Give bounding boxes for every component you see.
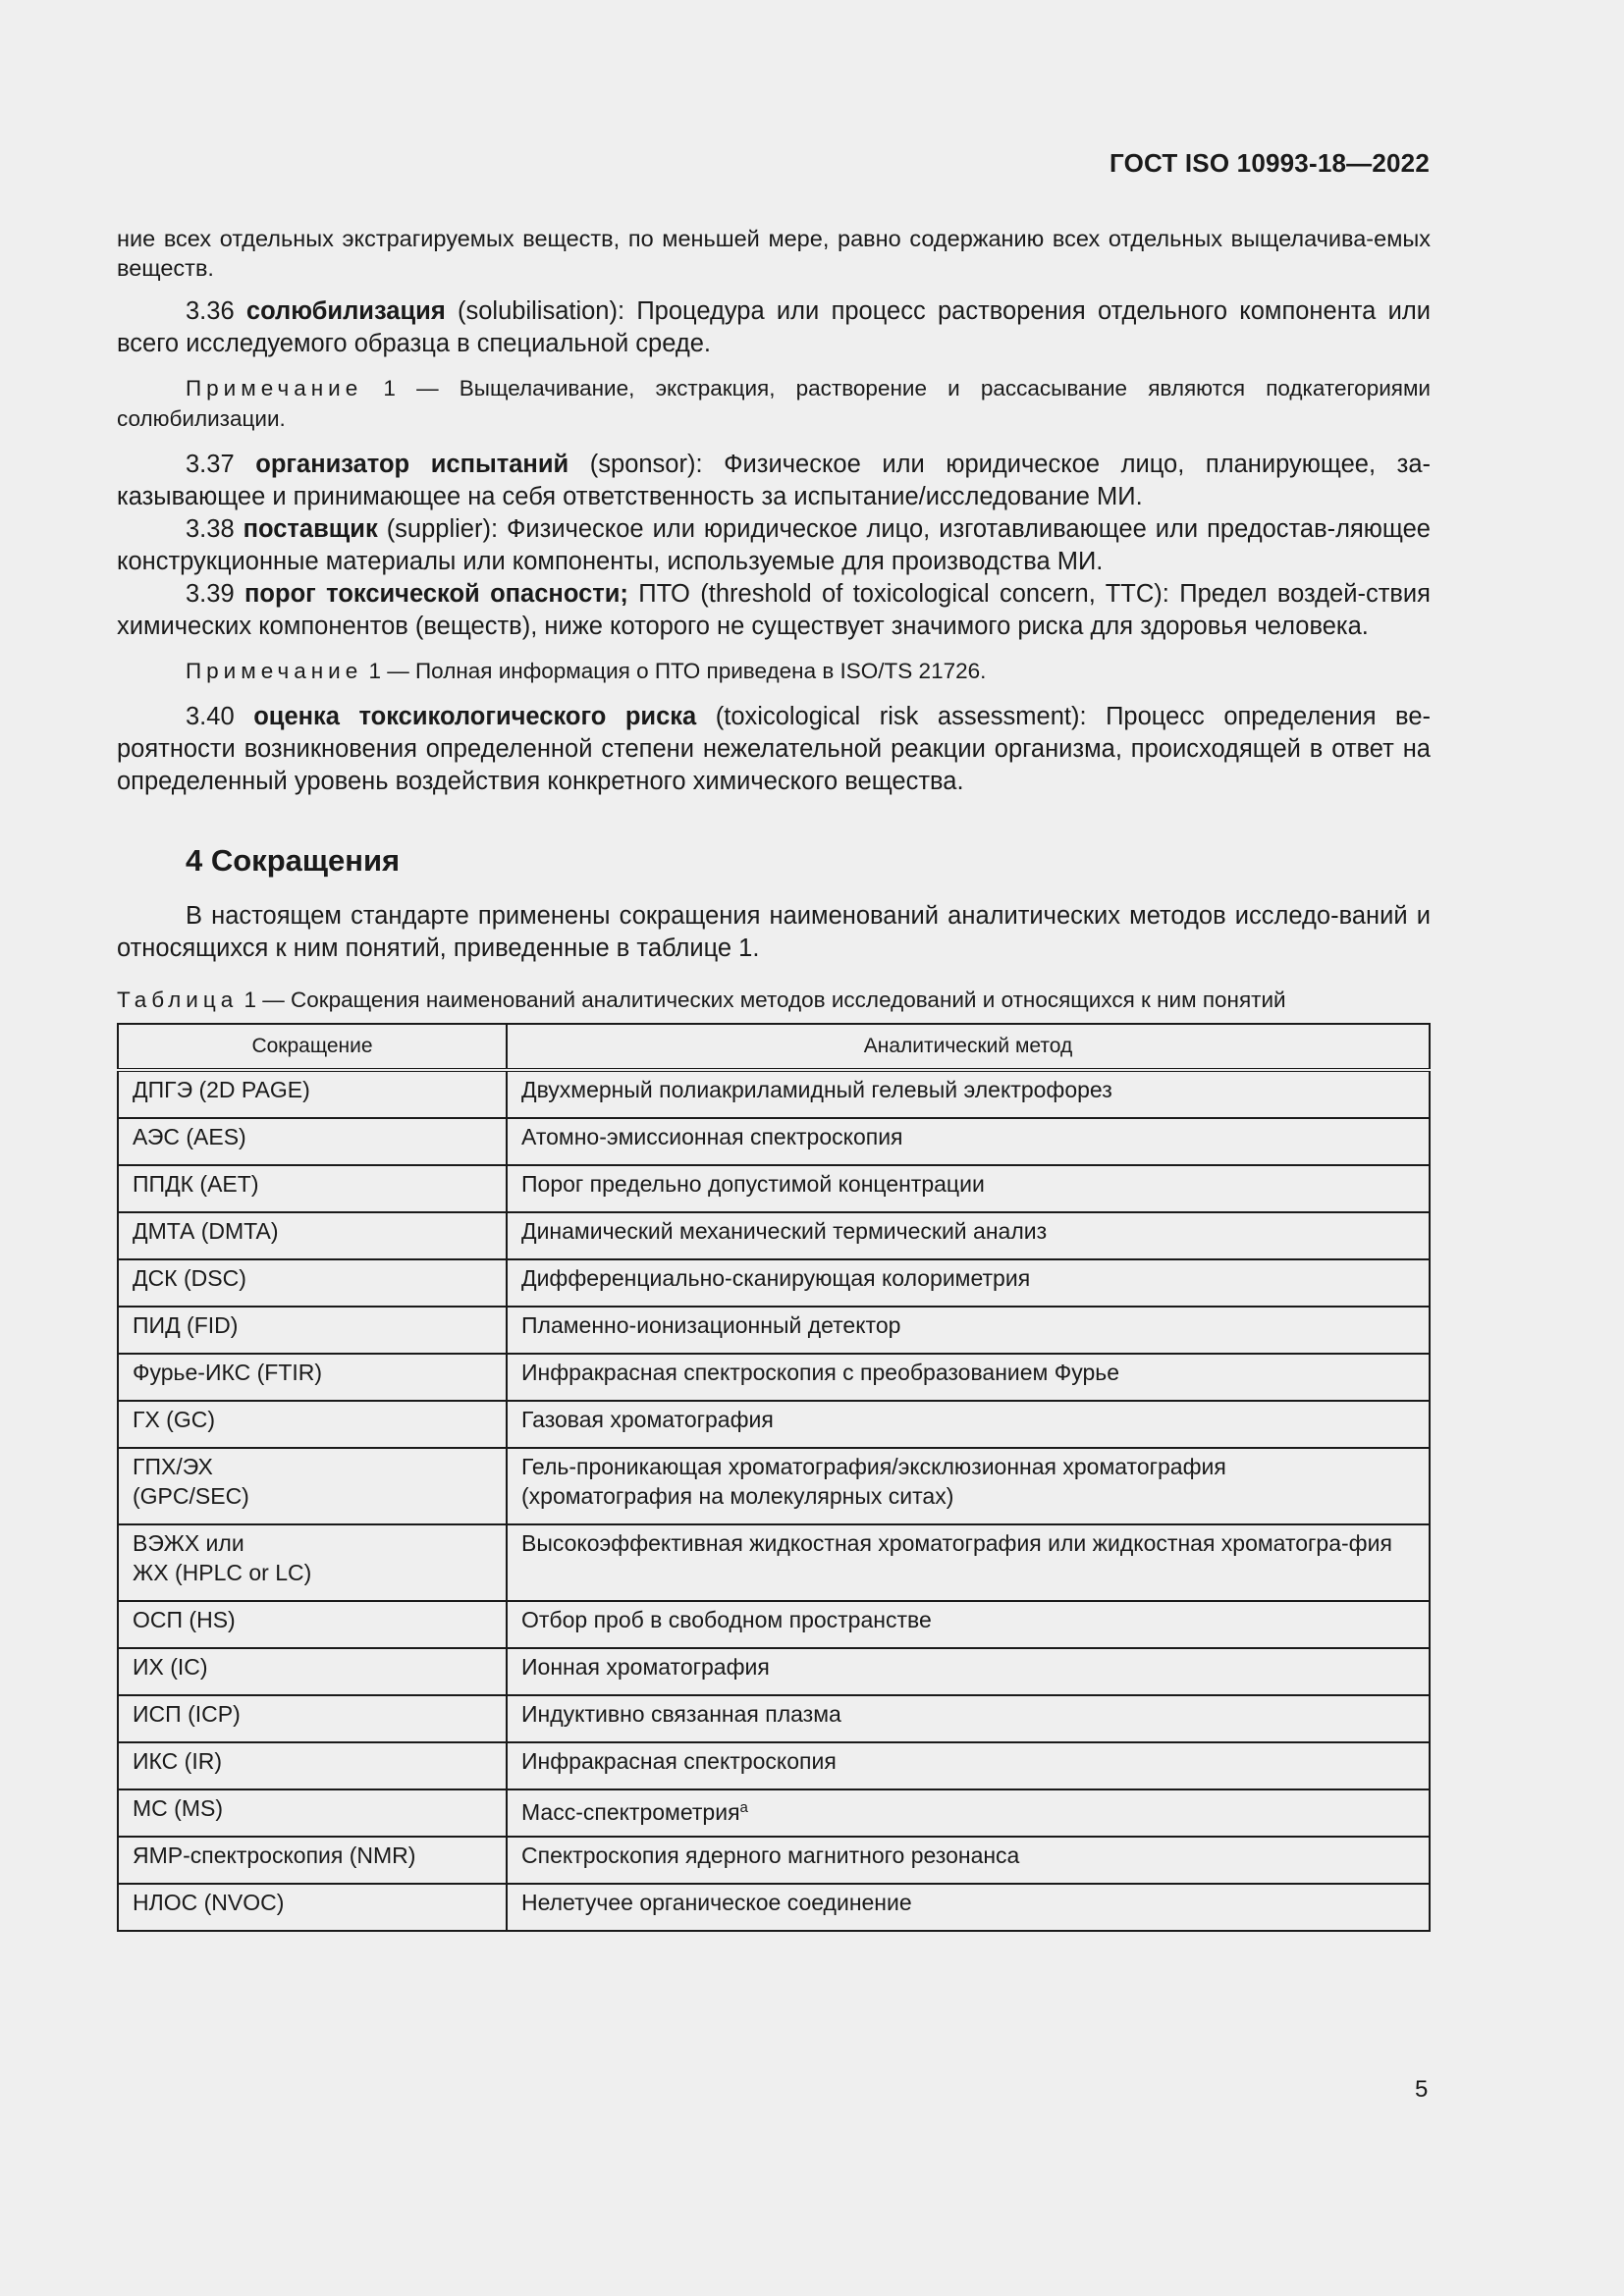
term-3-38: 3.38 поставщик (supplier): Физическое или юридическое лицо, изготавливающее или предостав-ляющее конструкционные материалы или компоненты, используемые для производства МИ. [117,515,1431,575]
table-row [118,1884,1430,1931]
table-row [118,1354,1430,1401]
abbreviation-cell: ИКС (IR) [118,1742,507,1789]
table-row [118,1165,1430,1212]
abbreviation-cell: НЛОС (NVOC) [118,1884,507,1931]
term-3-36: 3.36 солюбилизация (solubilisation): Процедура или процесс растворения отдельного компонента или всего исследуемого образца в специальной среде. [117,297,1431,357]
abbreviation-cell: ИСП (ICP) [118,1695,507,1742]
method-cell: Гель-проникающая хроматография/эксклюзионная хроматография (хроматография на молекулярных ситах) [507,1448,1430,1524]
column-header-abbreviation: Сокращение [118,1024,507,1070]
term-3-37: 3.37 организатор испытаний (sponsor): Физическое или юридическое лицо, планирующее, за-казывающее и принимающее на себя ответственность за испытание/исследование МИ. [117,451,1431,510]
continuation-paragraph: ние всех отдельных экстрагируемых веществ, по меньшей мере, равно содержанию всех отдельных выщелачива-емых веществ. [117,226,1431,281]
method-cell: Дифференциально-сканирующая колориметрия [507,1259,1430,1307]
section-intro: В настоящем стандарте применены сокращения наименований аналитических методов исследо-ваний и относящихся к ним понятий, приведенные в таблице 1. [117,902,1431,962]
table-row [118,1695,1430,1742]
method-cell: Масс-спектрометрия$^a$ [507,1789,1430,1837]
term-3-39: 3.39 порог токсической опасности; ПТО (threshold of toxicological concern, TTC): Предел воздей-ствия химических компонентов (веществ), ниже которого не существует значимого риска для здоровья человека. [117,580,1431,640]
table-row [118,1259,1430,1307]
abbreviation-cell: ДСК (DSC) [118,1259,507,1307]
abbreviation-cell: ГХ (GC) [118,1401,507,1448]
method-cell: Пламенно-ионизационный детектор [507,1307,1430,1354]
abbreviation-cell: ДМТА (DMTA) [118,1212,507,1259]
method-cell: Отбор проб в свободном пространстве [507,1601,1430,1648]
method-cell: Динамический механический термический анализ [507,1212,1430,1259]
method-cell: Инфракрасная спектроскопия [507,1742,1430,1789]
abbreviation-cell: ОСП (HS) [118,1601,507,1648]
table-row [118,1601,1430,1648]
note-tto: Примечание 1 — Полная информация о ПТО приведена в ISO/TS 21726. [186,659,987,683]
abbreviation-cell: ГПХ/ЭХ (GPC/SEC) [118,1448,507,1524]
abbreviation-cell: ПИД (FID) [118,1307,507,1354]
abbreviations-table [117,1023,1431,1932]
note-solubilisation: Примечание 1 — Выщелачивание, экстракция, растворение и рассасывание являются подкатегориями солюбилизации. [117,376,1431,431]
method-cell: Газовая хроматография [507,1401,1430,1448]
abbreviation-cell: ДПГЭ (2D PAGE) [118,1070,507,1118]
method-cell: Высокоэффективная жидкостная хроматография или жидкостная хроматогра-фия [507,1524,1430,1601]
method-cell: Спектроскопия ядерного магнитного резонанса [507,1837,1430,1884]
table-row [118,1070,1430,1118]
method-cell: Индуктивно связанная плазма [507,1695,1430,1742]
table-row [118,1648,1430,1695]
method-cell: Нелетучее органическое соединение [507,1884,1430,1931]
table-row [118,1401,1430,1448]
document-body [117,224,1431,1932]
term-3-40: 3.40 оценка токсикологического риска (toxicological risk assessment): Процесс определения ве-роятности возникновения определенной степени нежелательной реакции организма, происходящей в ответ на определенный уровень воздействия конкретного химического вещества. [117,703,1431,795]
abbreviation-cell: Фурье-ИКС (FTIR) [118,1354,507,1401]
page-number: 5 [1415,2076,1429,2103]
method-cell: Инфракрасная спектроскопия с преобразованием Фурье [507,1354,1430,1401]
table-row [118,1307,1430,1354]
method-cell: Ионная хроматография [507,1648,1430,1695]
method-cell: Атомно-эмиссионная спектроскопия [507,1118,1430,1165]
document-header: ГОСТ ISO 10993-18—2022 [1110,148,1430,178]
method-cell: Порог предельно допустимой концентрации [507,1165,1430,1212]
table-row [118,1212,1430,1259]
table-row [118,1742,1430,1789]
abbreviation-cell: АЭС (AES) [118,1118,507,1165]
method-cell: Двухмерный полиакриламидный гелевый электрофорез [507,1070,1430,1118]
abbreviation-cell: МС (MS) [118,1789,507,1837]
abbreviation-cell: ИХ (IC) [118,1648,507,1695]
abbreviation-cell: ППДК (AET) [118,1165,507,1212]
table-row [118,1118,1430,1165]
column-header-method: Аналитический метод [507,1024,1430,1070]
footnote-mark: a [739,1799,748,1816]
section-heading: 4 Сокращения [186,843,401,878]
table-row [118,1524,1430,1601]
table-row [118,1789,1430,1837]
table-header-row [118,1024,1430,1070]
table-caption: Таблица 1 — Сокращения наименований аналитических методов исследований и относящихся к ним понятий [117,988,1286,1012]
abbreviation-cell: ЯМР-спектроскопия (NMR) [118,1837,507,1884]
abbreviation-cell: ВЭЖХ или ЖХ (HPLC or LC) [118,1524,507,1601]
table-row [118,1448,1430,1524]
table-row [118,1837,1430,1884]
